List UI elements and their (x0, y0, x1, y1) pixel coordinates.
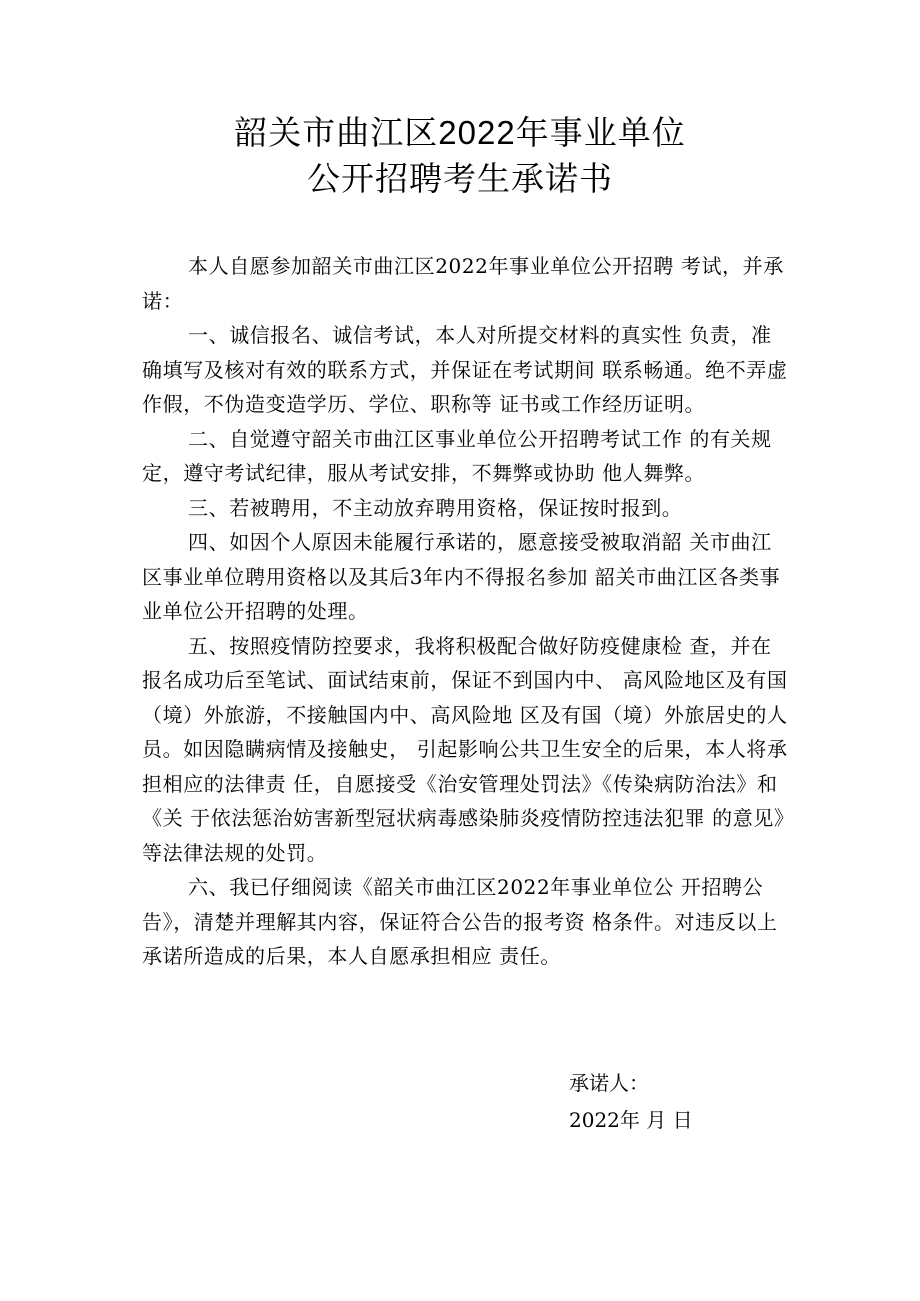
date-line: 2022年 月 日 (569, 1108, 693, 1132)
paragraph-1: 一、诚信报名、诚信考试，本人对所提交材料的真实性 负责，准确填写及核对有效的联系方式，并保证在考试期间 联系畅通。绝不弄虚作假，不伪造变造学历、学位、职称等 证书或工作经历证明。 (142, 323, 788, 416)
paragraph-5: 五、按照疫情防控要求，我将积极配合做好防疫健康检 查，并在报名成功后至笔试、面试结束前，保证不到国内中、 高风险地区及有国（境）外旅游，不接触国内中、高风险地 区及有国（境）外旅居史的人员。如因隐瞒病情及接触史， 引起影响公共卫生安全的后果，本人将承担相应的法律责 任，自愿接受《治安管理处罚法》《传染病防治法》和《关 于依法惩治妨害新型冠状病毒感染肺炎疫情防控违法犯罪 的意见》等法律法规的处罚。 (142, 633, 788, 865)
paragraph-6: 六、我已仔细阅读《韶关市曲江区2022年事业单位公 开招聘公告》，清楚并理解其内容，保证符合公告的报考资 格条件。对违反以上承诺所造成的后果，本人自愿承担相应 责任。 (142, 875, 778, 968)
document-body (142, 249, 792, 974)
paragraph-3: 三、若被聘用，不主动放弃聘用资格，保证按时报到。 (188, 495, 683, 520)
paragraph-intro: 本人自愿参加韶关市曲江区2022年事业单位公开招聘 考试，并承诺： (142, 254, 784, 313)
paragraph-4: 四、如因个人原因未能履行承诺的，愿意接受被取消韶 关市曲江区事业单位聘用资格以及其后3年内不得报名参加 韶关市曲江区各类事业单位公开招聘的处理。 (142, 530, 781, 623)
paragraph-2: 二、自觉遵守韶关市曲江区事业单位公开招聘考试工作 的有关规定，遵守考试纪律，服从考试安排，不舞弊或协助 他人舞弊。 (142, 426, 772, 485)
document-title-line-1: 韶关市曲江区2022年事业单位 (234, 114, 686, 151)
document-title-line-2: 公开招聘考生承诺书 (307, 160, 613, 197)
signer-label: 承诺人： (569, 1071, 649, 1095)
